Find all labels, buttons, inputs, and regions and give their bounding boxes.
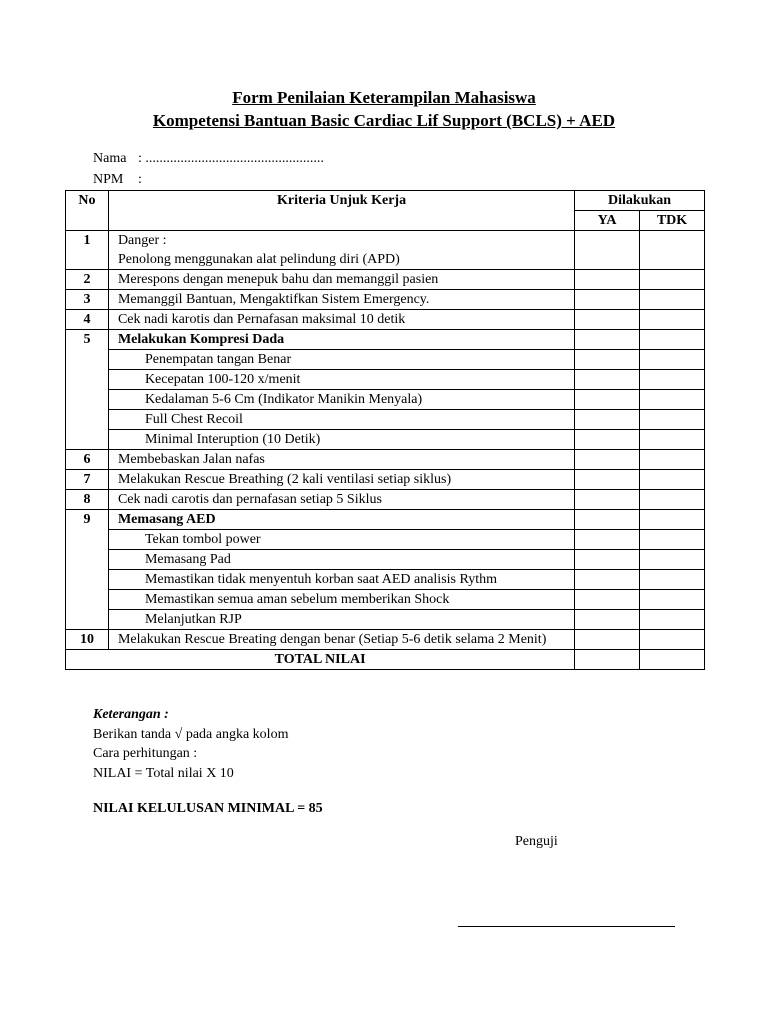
examiner-label: Penguji bbox=[515, 834, 558, 849]
row-number bbox=[66, 430, 109, 450]
ya-cell[interactable] bbox=[575, 310, 640, 330]
table-header-row bbox=[66, 191, 705, 211]
table-row bbox=[66, 370, 705, 390]
tdk-cell[interactable] bbox=[640, 530, 705, 550]
row-number: 1 bbox=[66, 231, 109, 251]
col-tdk-header: TDK bbox=[640, 211, 705, 231]
total-label: TOTAL NILAI bbox=[66, 650, 575, 670]
criteria-text: Kedalaman 5-6 Cm (Indikator Manikin Menyala) bbox=[108, 390, 574, 410]
table-row bbox=[66, 410, 705, 430]
npm-label: NPM bbox=[93, 172, 124, 187]
criteria-text: Kecepatan 100-120 x/menit bbox=[108, 370, 574, 390]
tdk-cell[interactable] bbox=[640, 630, 705, 650]
ya-cell[interactable] bbox=[575, 330, 640, 350]
criteria-text: Memastikan semua aman sebelum memberikan Shock bbox=[108, 590, 574, 610]
tdk-cell[interactable] bbox=[640, 610, 705, 630]
tdk-cell[interactable] bbox=[640, 490, 705, 510]
note-line: Berikan tanda √ pada angka kolom bbox=[93, 726, 289, 742]
ya-cell[interactable] bbox=[575, 530, 640, 550]
criteria-text: Memasang AED bbox=[108, 510, 574, 530]
assessment-table bbox=[65, 190, 705, 670]
table-row bbox=[66, 550, 705, 570]
npm-field[interactable] bbox=[93, 172, 142, 188]
total-tdk-cell[interactable] bbox=[640, 650, 705, 670]
criteria-text: Tekan tombol power bbox=[108, 530, 574, 550]
row-number: 3 bbox=[66, 290, 109, 310]
row-number bbox=[66, 410, 109, 430]
total-row bbox=[66, 650, 705, 670]
ya-cell[interactable] bbox=[575, 490, 640, 510]
criteria-text: Cek nadi carotis dan pernafasan setiap 5 Siklus bbox=[108, 490, 574, 510]
ya-cell[interactable] bbox=[575, 470, 640, 490]
criteria-text: Penolong menggunakan alat pelindung diri (APD) bbox=[108, 250, 574, 270]
row-number: 7 bbox=[66, 470, 109, 490]
ya-cell[interactable] bbox=[575, 270, 640, 290]
table-row bbox=[66, 310, 705, 330]
table-row bbox=[66, 270, 705, 290]
npm-value: : bbox=[138, 172, 142, 187]
keterangan-heading: Keterangan : bbox=[93, 707, 169, 722]
note-line: NILAI = Total nilai X 10 bbox=[93, 765, 234, 781]
table-row bbox=[66, 610, 705, 630]
row-number bbox=[66, 550, 109, 570]
col-no-header: No bbox=[66, 191, 109, 231]
tdk-cell[interactable] bbox=[640, 310, 705, 330]
criteria-text: Memasang Pad bbox=[108, 550, 574, 570]
row-number bbox=[66, 350, 109, 370]
total-ya-cell[interactable] bbox=[575, 650, 640, 670]
criteria-text: Memanggil Bantuan, Mengaktifkan Sistem Emergency. bbox=[108, 290, 574, 310]
tdk-cell[interactable] bbox=[640, 570, 705, 590]
signature-line[interactable] bbox=[458, 926, 675, 927]
row-number: 9 bbox=[66, 510, 109, 530]
row-number: 5 bbox=[66, 330, 109, 350]
row-number bbox=[66, 390, 109, 410]
tdk-cell[interactable] bbox=[640, 231, 705, 270]
nama-label: Nama bbox=[93, 151, 127, 166]
table-row bbox=[66, 231, 705, 251]
criteria-text: Melakukan Rescue Breathing (2 kali ventilasi setiap siklus) bbox=[108, 470, 574, 490]
row-number bbox=[66, 370, 109, 390]
tdk-cell[interactable] bbox=[640, 450, 705, 470]
col-ya-header: YA bbox=[575, 211, 640, 231]
criteria-text: Cek nadi karotis dan Pernafasan maksimal 10 detik bbox=[108, 310, 574, 330]
tdk-cell[interactable] bbox=[640, 590, 705, 610]
criteria-text: Danger : bbox=[108, 231, 574, 251]
table-row bbox=[66, 290, 705, 310]
ya-cell[interactable] bbox=[575, 450, 640, 470]
ya-cell[interactable] bbox=[575, 590, 640, 610]
nama-value: : ................................................... bbox=[138, 151, 324, 166]
table-row bbox=[66, 590, 705, 610]
table-row bbox=[66, 350, 705, 370]
row-number bbox=[66, 610, 109, 630]
table-row bbox=[66, 530, 705, 550]
criteria-text: Melanjutkan RJP bbox=[108, 610, 574, 630]
col-kriteria-header: Kriteria Unjuk Kerja bbox=[108, 191, 574, 231]
ya-cell[interactable] bbox=[575, 290, 640, 310]
ya-cell[interactable] bbox=[575, 231, 640, 270]
notes-block bbox=[93, 705, 288, 783]
tdk-cell[interactable] bbox=[640, 290, 705, 310]
row-number: 10 bbox=[66, 630, 109, 650]
criteria-text: Membebaskan Jalan nafas bbox=[108, 450, 574, 470]
ya-cell[interactable] bbox=[575, 610, 640, 630]
table-row bbox=[66, 430, 705, 450]
table-row bbox=[66, 570, 705, 590]
row-number bbox=[66, 530, 109, 550]
ya-cell[interactable] bbox=[575, 430, 640, 450]
table-row bbox=[66, 450, 705, 470]
ya-cell[interactable] bbox=[575, 390, 640, 410]
table-row bbox=[66, 390, 705, 410]
row-number bbox=[66, 570, 109, 590]
ya-cell[interactable] bbox=[575, 410, 640, 430]
row-number: 6 bbox=[66, 450, 109, 470]
passing-score: NILAI KELULUSAN MINIMAL = 85 bbox=[93, 801, 323, 816]
tdk-cell[interactable] bbox=[640, 330, 705, 350]
tdk-cell[interactable] bbox=[640, 270, 705, 290]
criteria-text: Minimal Interuption (10 Detik) bbox=[108, 430, 574, 450]
table-row bbox=[66, 510, 705, 530]
table-row bbox=[66, 630, 705, 650]
row-number bbox=[66, 590, 109, 610]
criteria-text: Full Chest Recoil bbox=[108, 410, 574, 430]
tdk-cell[interactable] bbox=[640, 370, 705, 390]
form-title: Form Penilaian Keterampilan Mahasiswa bbox=[232, 88, 536, 107]
criteria-text: Melakukan Rescue Breating dengan benar (Setiap 5-6 detik selama 2 Menit) bbox=[108, 630, 574, 650]
ya-cell[interactable] bbox=[575, 550, 640, 570]
ya-cell[interactable] bbox=[575, 570, 640, 590]
table-row bbox=[66, 490, 705, 510]
ya-cell[interactable] bbox=[575, 510, 640, 530]
tdk-cell[interactable] bbox=[640, 430, 705, 450]
tdk-cell[interactable] bbox=[640, 470, 705, 490]
col-dilakukan-header: Dilakukan bbox=[575, 191, 705, 211]
ya-cell[interactable] bbox=[575, 350, 640, 370]
criteria-text: Memastikan tidak menyentuh korban saat AED analisis Rythm bbox=[108, 570, 574, 590]
row-number: 4 bbox=[66, 310, 109, 330]
table-row bbox=[66, 330, 705, 350]
tdk-cell[interactable] bbox=[640, 390, 705, 410]
criteria-text: Melakukan Kompresi Dada bbox=[108, 330, 574, 350]
row-number: 8 bbox=[66, 490, 109, 510]
criteria-text: Penempatan tangan Benar bbox=[108, 350, 574, 370]
note-line: Cara perhitungan : bbox=[93, 746, 198, 761]
tdk-cell[interactable] bbox=[640, 410, 705, 430]
ya-cell[interactable] bbox=[575, 630, 640, 650]
row-number bbox=[66, 250, 109, 270]
tdk-cell[interactable] bbox=[640, 550, 705, 570]
nama-field[interactable] bbox=[93, 151, 324, 167]
tdk-cell[interactable] bbox=[640, 510, 705, 530]
row-number: 2 bbox=[66, 270, 109, 290]
form-subtitle: Kompetensi Bantuan Basic Cardiac Lif Support (BCLS) + AED bbox=[152, 111, 616, 130]
table-row bbox=[66, 470, 705, 490]
ya-cell[interactable] bbox=[575, 370, 640, 390]
criteria-text: Merespons dengan menepuk bahu dan memanggil pasien bbox=[108, 270, 574, 290]
tdk-cell[interactable] bbox=[640, 350, 705, 370]
